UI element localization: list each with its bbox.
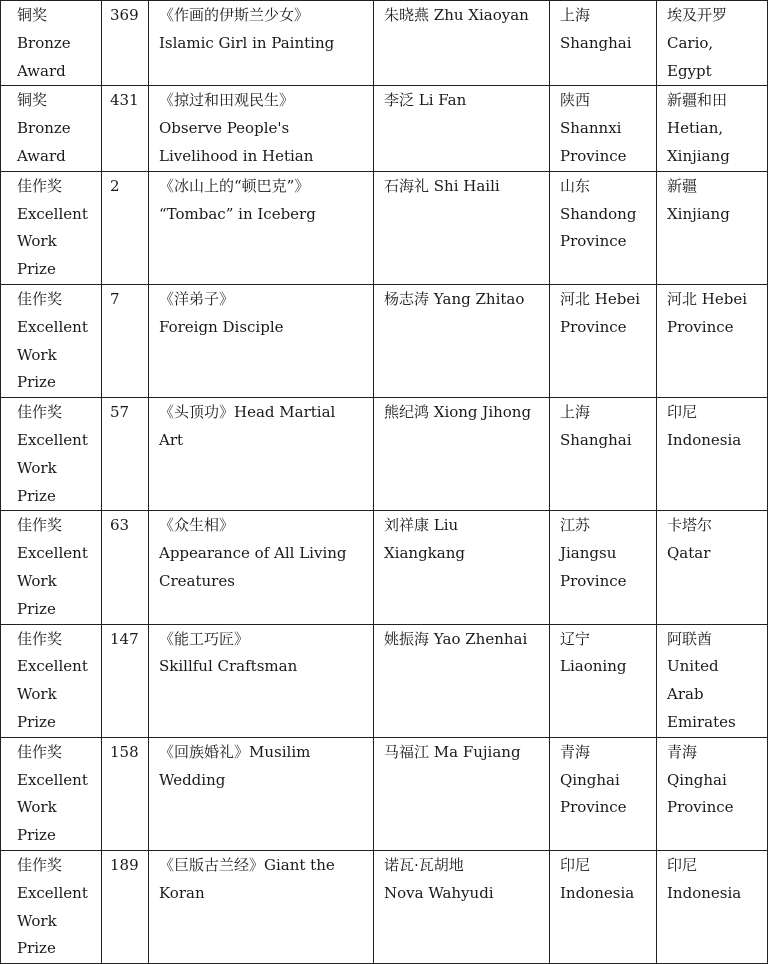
entry-number-cell: 147 [102, 624, 149, 737]
location-cell: 青海 Qinghai Province [657, 737, 768, 850]
work-title-cell: 《作画的伊斯兰少女》 Islamic Girl in Painting [149, 1, 374, 86]
award-cell: 佳作奖 Excellent Work Prize [1, 284, 102, 397]
work-title-cell: 《能工巧匠》 Skillful Craftsman [149, 624, 374, 737]
location-cell: 印尼 Indonesia [657, 850, 768, 963]
author-cell: 刘祥康 Liu Xiangkang [374, 511, 550, 624]
table-row [1, 398, 768, 511]
entry-number-cell: 2 [102, 171, 149, 284]
table-row [1, 171, 768, 284]
entry-number-cell: 7 [102, 284, 149, 397]
award-cell: 铜奖 Bronze Award [1, 86, 102, 171]
location-cell: 卡塔尔 Qatar [657, 511, 768, 624]
entry-number-cell: 158 [102, 737, 149, 850]
entry-number-cell: 431 [102, 86, 149, 171]
author-cell: 李泛 Li Fan [374, 86, 550, 171]
entry-number-cell: 57 [102, 398, 149, 511]
table-row [1, 737, 768, 850]
author-cell: 石海礼 Shi Haili [374, 171, 550, 284]
award-cell: 佳作奖 Excellent Work Prize [1, 171, 102, 284]
author-cell: 姚振海 Yao Zhenhai [374, 624, 550, 737]
award-cell: 佳作奖 Excellent Work Prize [1, 737, 102, 850]
author-cell: 诺瓦·瓦胡地 Nova Wahyudi [374, 850, 550, 963]
table-row [1, 284, 768, 397]
work-title-cell: 《头顶功》Head Martial Art [149, 398, 374, 511]
origin-cell: 陕西 Shannxi Province [550, 86, 657, 171]
location-cell: 印尼 Indonesia [657, 398, 768, 511]
location-cell: 河北 Hebei Province [657, 284, 768, 397]
award-cell: 佳作奖 Excellent Work Prize [1, 624, 102, 737]
work-title-cell: 《冰山上的“顿巴克”》 “Tombac” in Iceberg [149, 171, 374, 284]
table-row [1, 86, 768, 171]
work-title-cell: 《巨版古兰经》Giant the Koran [149, 850, 374, 963]
origin-cell: 印尼 Indonesia [550, 850, 657, 963]
award-cell: 佳作奖 Excellent Work Prize [1, 850, 102, 963]
author-cell: 朱晓燕 Zhu Xiaoyan [374, 1, 550, 86]
location-cell: 新疆 Xinjiang [657, 171, 768, 284]
table-row [1, 1, 768, 86]
origin-cell: 上海 Shanghai [550, 398, 657, 511]
origin-cell: 上海 Shanghai [550, 1, 657, 86]
work-title-cell: 《洋弟子》 Foreign Disciple [149, 284, 374, 397]
award-cell: 佳作奖 Excellent Work Prize [1, 398, 102, 511]
origin-cell: 青海 Qinghai Province [550, 737, 657, 850]
location-cell: 埃及开罗 Cario, Egypt [657, 1, 768, 86]
entry-number-cell: 63 [102, 511, 149, 624]
origin-cell: 江苏 Jiangsu Province [550, 511, 657, 624]
work-title-cell: 《众生相》 Appearance of All Living Creatures [149, 511, 374, 624]
author-cell: 杨志涛 Yang Zhitao [374, 284, 550, 397]
award-cell: 佳作奖 Excellent Work Prize [1, 511, 102, 624]
awards-table-body [1, 1, 768, 964]
location-cell: 新疆和田 Hetian, Xinjiang [657, 86, 768, 171]
origin-cell: 山东 Shandong Province [550, 171, 657, 284]
table-row [1, 850, 768, 963]
work-title-cell: 《掠过和田观民生》 Observe People's Livelihood in Hetian [149, 86, 374, 171]
location-cell: 阿联酋 United Arab Emirates [657, 624, 768, 737]
work-title-cell: 《回族婚礼》Musilim Wedding [149, 737, 374, 850]
entry-number-cell: 189 [102, 850, 149, 963]
entry-number-cell: 369 [102, 1, 149, 86]
table-row [1, 624, 768, 737]
author-cell: 熊纪鸿 Xiong Jihong [374, 398, 550, 511]
origin-cell: 河北 Hebei Province [550, 284, 657, 397]
origin-cell: 辽宁 Liaoning [550, 624, 657, 737]
award-cell: 铜奖 Bronze Award [1, 1, 102, 86]
table-row [1, 511, 768, 624]
author-cell: 马福江 Ma Fujiang [374, 737, 550, 850]
